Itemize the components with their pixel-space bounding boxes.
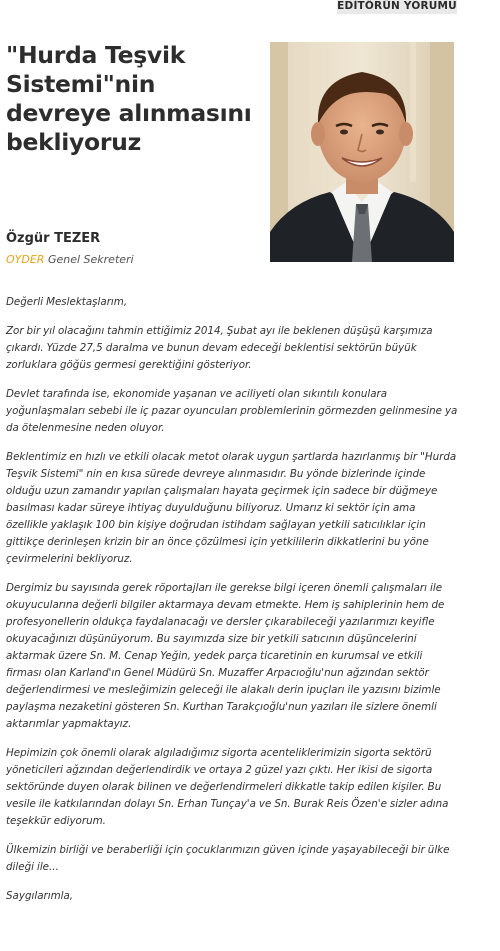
body-paragraph: Beklentimiz en hızlı ve etkili olacak metot olarak uygun şartlarda hazırlanmış bir "Hurda Teşvik Sistemi" nin en kısa sürede devreye alınmasıdır. Bu yönde bizlerinde içinde olduğu uzun zamandır yapılan çalışmaları hayata geçirmek için sadece bir düğmeye basılması kadar süreye ihtiyaç duyulduğunu biliyoruz. Umarız ki sektör için ama özellikle yaklaşık 100 bin kişiye doğrudan istihdam sağlayan yetkili satıcılıklar için gittikçe derinleşen krizin bir an önce çözülmesi için yetkililerin dikkatlerini bu yöne çevirmelerini bekliyoruz.	[6, 451, 457, 565]
author-organization: OYDER	[6, 253, 45, 266]
author-position: Genel Sekreteri	[47, 253, 134, 266]
title-line: bekliyoruz	[6, 128, 141, 156]
salutation: Değerli Meslektaşlarım,	[6, 296, 128, 308]
body-paragraph: Devlet tarafında ise, ekonomide yaşanan ve aciliyeti olan sıkıntılı konulara yoğunlaşmaları sebebi ile iç pazar oyuncuları problemlerinin görmezden gelinmesine ya da ötelenmesine neden oluyor.	[6, 388, 458, 434]
body-paragraph: Hepimizin çok önemli olarak algıladığımız sigorta acenteliklerimizin sigorta sektörü yöneticileri ağzından değerlendirdik ve ortaya 2 güzel yazı çıktı. Her ikisi de sigorta sektöründe duyen olarak bilinen ve değerlendirmeleri dikkatle takip edilen kişiler. Bu vesile ile katkılarından dolayı Sn. Erhan Tunçay'a ve Sn. Burak Reis Özen'e sizler adına teşekkür ediyorum.	[6, 747, 449, 827]
body-paragraph: Zor bir yıl olacağını tahmin ettiğimiz 2014, Şubat ayı ile beklenen düşüşü karşımıza çıkardı. Yüzde 27,5 daralma ve bunun devam edeceği beklentisi sektörün büyük zorluklara göğüs germesi gerektiğini gösteriyor.	[6, 325, 433, 371]
author-photo	[270, 42, 454, 262]
author-name: Özgür TEZER	[6, 231, 101, 246]
author-role	[6, 253, 134, 266]
title-line: devreye alınmasını	[6, 99, 252, 127]
title-line: "Hurda Teşvik	[6, 41, 186, 69]
article-title	[6, 41, 268, 157]
article-body	[6, 294, 458, 917]
body-paragraph: Dergimiz bu sayısında gerek röportajları ile gerekse bilgi içeren önemli çalışmaları ile okuyucularına değerli bilgiler aktarmaya devam etmekte. Hem iş sahiplerinin hem de profesyonellerin oldukça faydalanacağı ve dersler çıkarabileceği yazılarımızı keyifle okuyacağınızı düşünüyorum. Bu sayımızda size bir yetkili satıcının düşüncelerini aktarmak üzere Sn. M. Cenap Yeğin, yedek parça ticaretinin en kurumsal ve etkili firması olan Karland'ın Genel Müdürü Sn. Muzaffer Arpacıoğlu'nun ağzından sektör değerlendirmesi ve mesleğimizin geleceği ile alakalı derin ipuçları ile yazısını bizimle paylaşma nezaketini gösteren Sn. Kurthan Tarakçıoğlu'nun yazıları ile sizlere önemli aktarımlar yapmaktayız.	[6, 582, 445, 730]
closing: Saygılarımla,	[6, 890, 74, 902]
body-paragraph: Ülkemizin birliği ve beraberliği için çocuklarımızın güven içinde yaşayabileceği bir ülke dileği ile...	[6, 844, 450, 873]
title-line: Sistemi"nin	[6, 70, 156, 98]
section-tag: EDİTÖRÜN YORUMU	[337, 0, 457, 12]
